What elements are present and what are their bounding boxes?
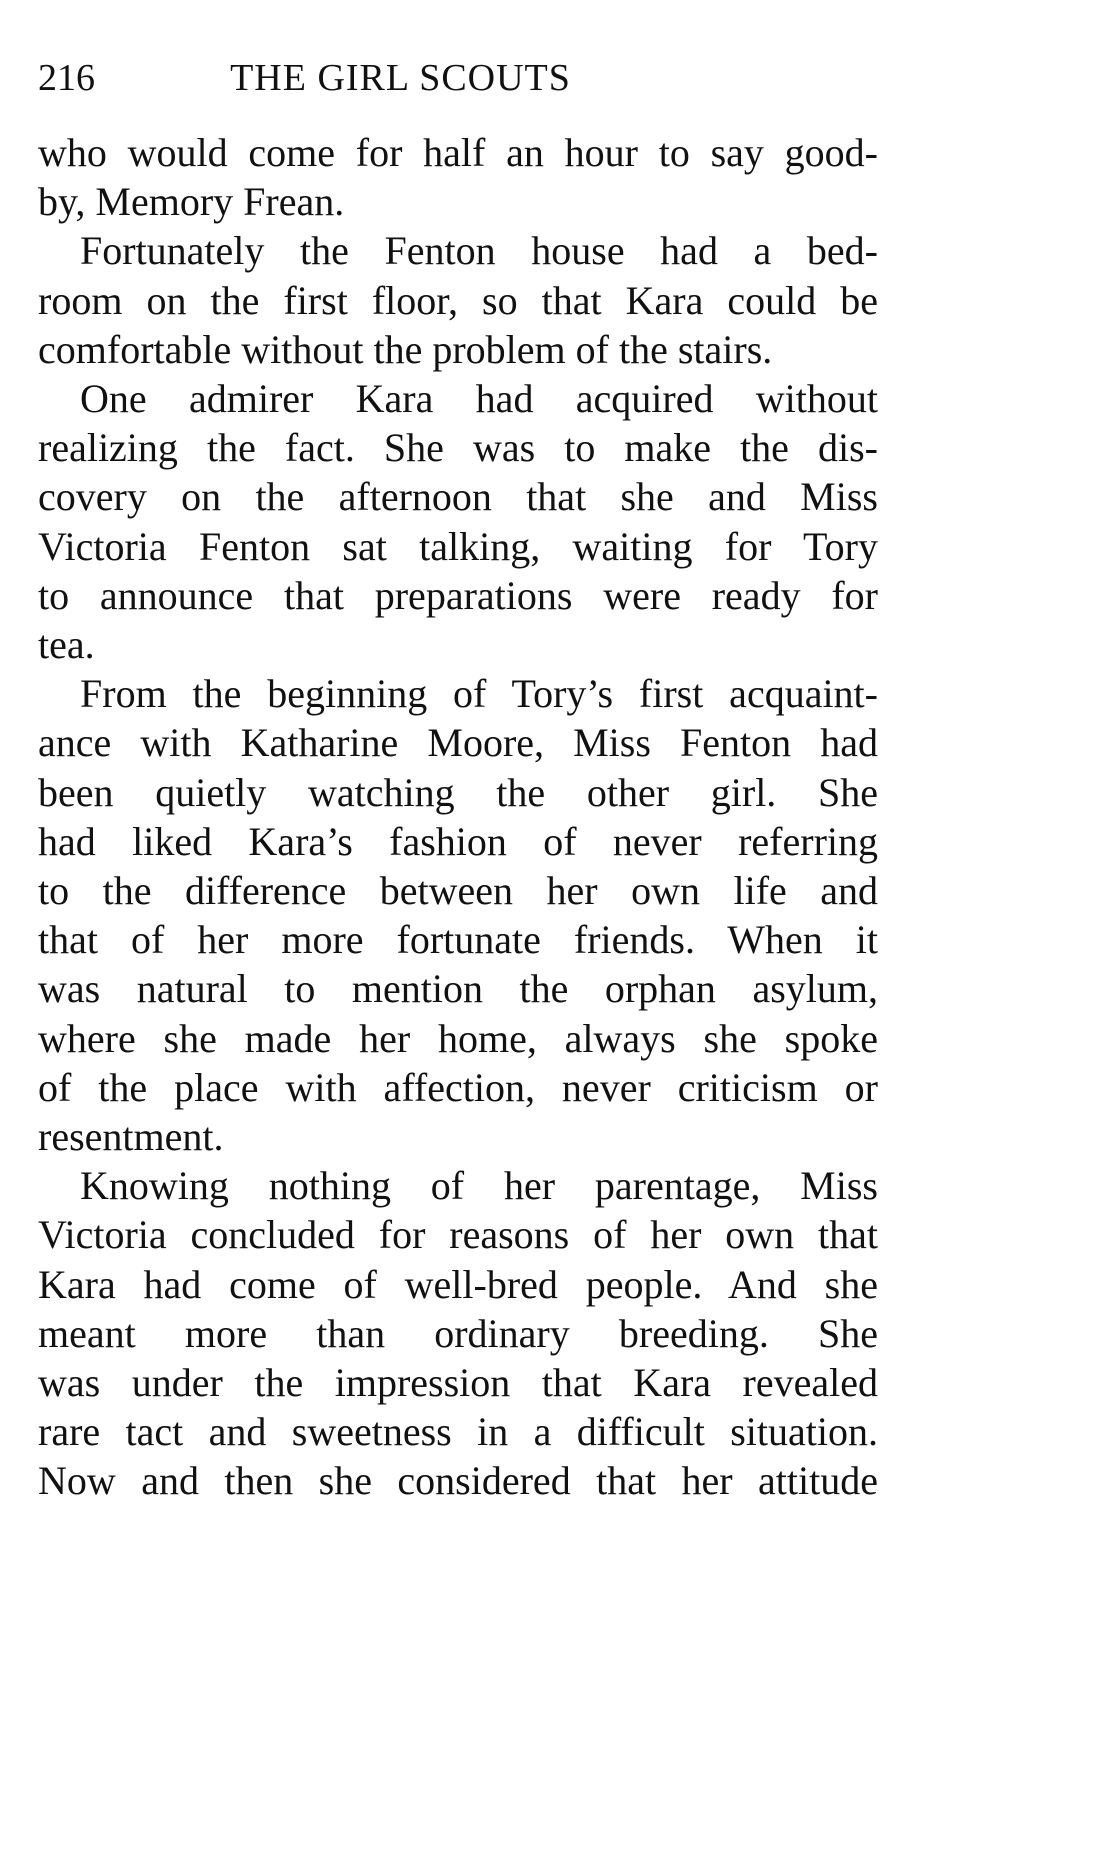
text-line: Victoria concluded for reasons of her own that <box>38 1212 878 1258</box>
paragraph <box>38 128 878 226</box>
text-line: resentment. <box>38 1114 224 1160</box>
text-line: to the difference between her own life and <box>38 868 878 914</box>
running-head: THE GIRL SCOUTS <box>230 57 571 99</box>
text-line: ance with Katharine Moore, Miss Fenton had <box>38 720 878 766</box>
text-line: to announce that preparations were ready for <box>38 572 878 618</box>
page-header <box>38 50 763 106</box>
text-line: that of her more fortunate friends. When it <box>38 917 878 963</box>
text-line: One admirer Kara had acquired without <box>80 376 878 422</box>
text-line: room on the first floor, so that Kara could be <box>38 277 878 323</box>
text-line: realizing the fact. She was to make the dis- <box>38 425 878 471</box>
text-line: Victoria Fenton sat talking, waiting for Tory <box>38 523 878 569</box>
text-line: been quietly watching the other girl. She <box>38 769 878 815</box>
text-line: Now and then she considered that her attitude <box>38 1458 878 1504</box>
text-line: by, Memory Frean. <box>38 179 345 225</box>
paragraph <box>38 669 878 1161</box>
body-text <box>38 128 878 1506</box>
text-line: tea. <box>38 622 95 668</box>
text-line: was natural to mention the orphan asylum, <box>38 966 878 1012</box>
text-line: Knowing nothing of her parentage, Miss <box>80 1163 878 1209</box>
text-line: of the place with affection, never criticism or <box>38 1064 878 1110</box>
text-line: who would come for half an hour to say good- <box>38 130 878 175</box>
text-line: comfortable without the problem of the stairs. <box>38 326 773 372</box>
text-line: covery on the afternoon that she and Miss <box>38 474 878 520</box>
text-line: Fortunately the Fenton house had a bed- <box>80 228 878 274</box>
paragraph <box>38 374 878 669</box>
text-line: From the beginning of Tory’s first acquaint- <box>80 671 878 717</box>
text-line: meant more than ordinary breeding. She <box>38 1310 878 1356</box>
text-line: rare tact and sweetness in a difficult situation. <box>38 1409 878 1455</box>
paragraph <box>38 226 878 374</box>
paragraph <box>38 1161 878 1505</box>
text-line: Kara had come of well-bred people. And she <box>38 1261 878 1307</box>
page-number: 216 <box>38 57 95 99</box>
text-line: where she made her home, always she spoke <box>38 1015 878 1061</box>
text-line: was under the impression that Kara revealed <box>38 1360 878 1406</box>
text-line: had liked Kara’s fashion of never referring <box>38 818 878 864</box>
